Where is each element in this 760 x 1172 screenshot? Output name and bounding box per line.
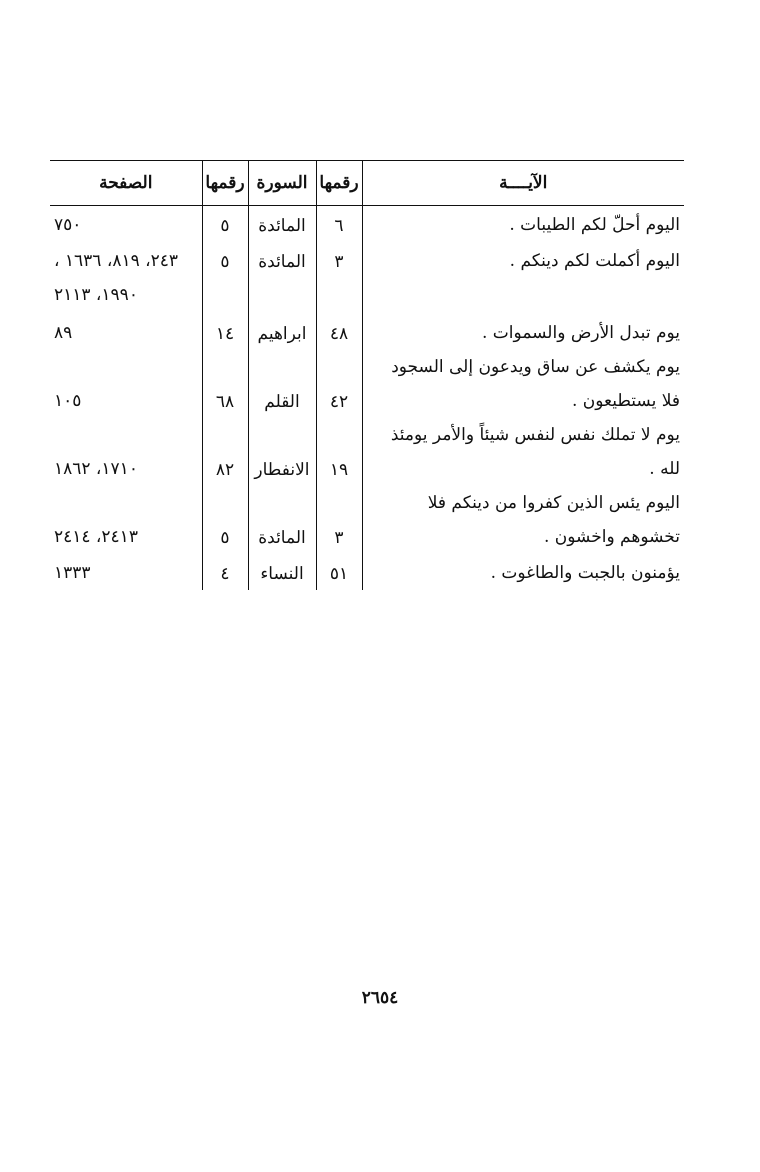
page-refs bbox=[50, 418, 202, 486]
surah-number: ١٤ bbox=[202, 312, 248, 350]
page-ref: ١٠٥ bbox=[54, 390, 82, 411]
page-ref: ٧٥٠ bbox=[54, 214, 82, 235]
verse-text: يوم لا تملك نفس لنفس شيئاً والأمر يومئذ لله . bbox=[362, 418, 684, 486]
header-page: الصفحة bbox=[50, 161, 202, 206]
surah-number: ٥ bbox=[202, 486, 248, 554]
verse-number: ٣ bbox=[316, 486, 362, 554]
page-refs bbox=[50, 206, 202, 242]
page-refs bbox=[50, 350, 202, 418]
verse-text: اليوم يئس الذين كفروا من دينكم فلا تخشوهم واخشون . bbox=[362, 486, 684, 554]
verse-number: ٥١ bbox=[316, 554, 362, 590]
page-ref: ١٣٣٣ bbox=[54, 562, 91, 583]
surah-name: الانفطار bbox=[248, 418, 316, 486]
verse-number: ١٩ bbox=[316, 418, 362, 486]
page-number: ٢٦٥٤ bbox=[361, 988, 399, 1008]
table-row bbox=[50, 418, 684, 486]
page-refs bbox=[50, 312, 202, 350]
verse-number: ٣ bbox=[316, 242, 362, 278]
surah-number: ٨٢ bbox=[202, 418, 248, 486]
page-ref: ١٩٩٠، ٢١١٣ bbox=[54, 284, 138, 305]
table-header-row bbox=[50, 161, 684, 206]
table-row bbox=[50, 350, 684, 418]
verse-text: يوم تبدل الأرض والسموات . bbox=[362, 312, 684, 350]
verse-text: يؤمنون بالجبت والطاغوت . bbox=[362, 554, 684, 590]
page-refs bbox=[50, 486, 202, 554]
verse-number: ٤٢ bbox=[316, 350, 362, 418]
surah-number: ٦٨ bbox=[202, 350, 248, 418]
surah-name: النساء bbox=[248, 554, 316, 590]
table-row bbox=[50, 554, 684, 590]
surah-name: المائدة bbox=[248, 206, 316, 242]
page-ref: ٢٤٣، ٨١٩، ١٦٣٦ ، bbox=[54, 250, 179, 271]
page-ref: ٢٤١٣، ٢٤١٤ bbox=[54, 526, 138, 547]
verse-number: ٦ bbox=[316, 206, 362, 242]
header-surah: السورة bbox=[248, 161, 316, 206]
page-refs bbox=[50, 278, 202, 312]
verse-text: اليوم أكملت لكم دينكم . bbox=[362, 242, 684, 278]
page-ref: ٨٩ bbox=[54, 322, 73, 343]
page-ref: ١٧١٠، ١٨٦٢ bbox=[54, 458, 138, 479]
surah-name: المائدة bbox=[248, 486, 316, 554]
verse-text: يوم يكشف عن ساق ويدعون إلى السجود فلا يستطيعون . bbox=[362, 350, 684, 418]
table-row bbox=[50, 242, 684, 278]
header-verse-number: رقمها bbox=[316, 161, 362, 206]
page-refs bbox=[50, 242, 202, 278]
surah-number: ٥ bbox=[202, 242, 248, 278]
surah-name: ابراهيم bbox=[248, 312, 316, 350]
header-surah-number: رقمها bbox=[202, 161, 248, 206]
table-row bbox=[50, 278, 684, 312]
table-row bbox=[50, 486, 684, 554]
verse-number: ٤٨ bbox=[316, 312, 362, 350]
table-row bbox=[50, 312, 684, 350]
table-row bbox=[50, 206, 684, 242]
surah-number: ٤ bbox=[202, 554, 248, 590]
header-verse: الآيــــة bbox=[362, 161, 684, 206]
surah-number: ٥ bbox=[202, 206, 248, 242]
page-refs bbox=[50, 554, 202, 590]
surah-name: القلم bbox=[248, 350, 316, 418]
verse-index-table bbox=[50, 160, 684, 590]
surah-name: المائدة bbox=[248, 242, 316, 278]
verse-text: اليوم أحلّ لكم الطيبات . bbox=[362, 206, 684, 242]
